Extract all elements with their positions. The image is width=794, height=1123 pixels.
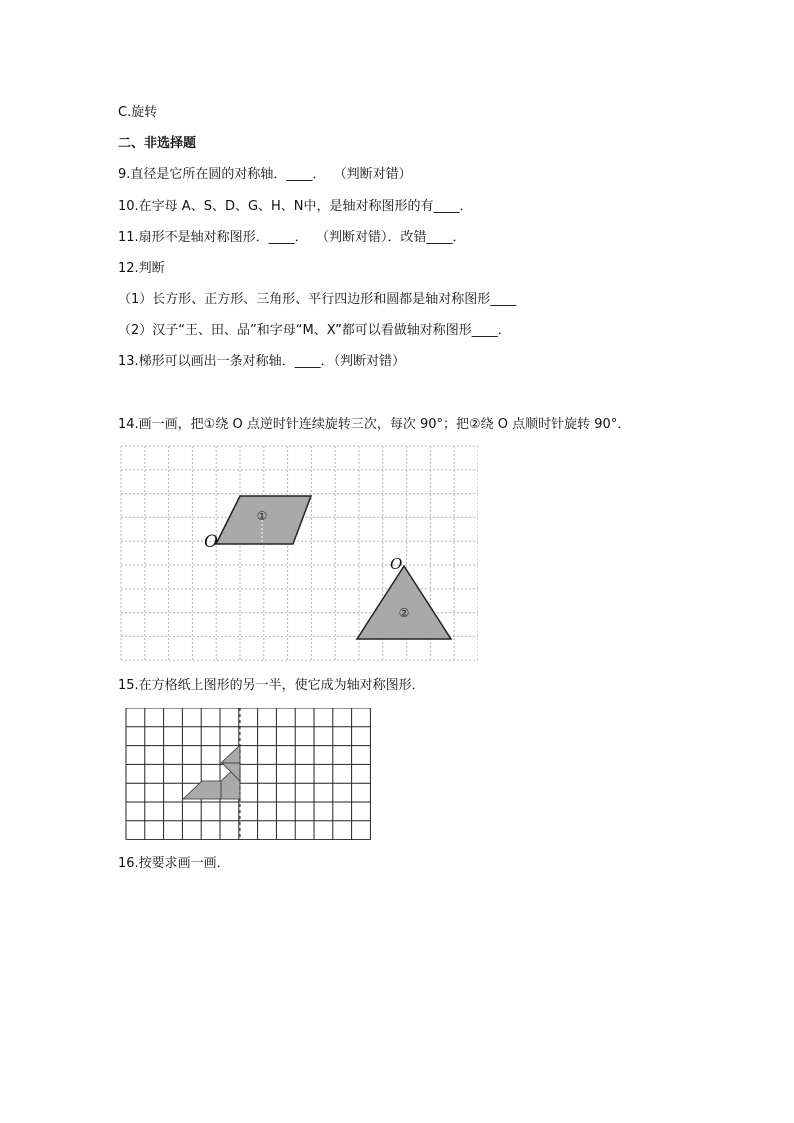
question-12-part-1: （1）长方形、正方形、三角形、平行四边形和圆都是轴对称图形____ (118, 292, 517, 307)
question-15: 15.在方格纸上图形的另一半，使它成为轴对称图形． (118, 678, 425, 693)
half-shape (183, 745, 240, 799)
solid-grid (126, 708, 370, 840)
question-12: 12.判断 (118, 261, 165, 276)
triangle-shape-2 (357, 566, 451, 639)
question-16: 16.按要求画一画． (118, 856, 230, 871)
question-11: 11.扇形不是轴对称图形．____． （判断对错）．改错____． (118, 230, 466, 245)
question-9: 9.直径是它所在圆的对称轴．____． （判断对错） (118, 167, 412, 182)
question-13: 13.梯形可以画出一条对称轴．____．（判断对错） (118, 354, 406, 369)
point-o-2: O (390, 555, 403, 573)
shape-1-label: ① (256, 509, 268, 523)
point-o-1: O (204, 532, 218, 552)
option-c: C.旋转 (118, 105, 158, 120)
question-12-part-2: （2）汉子“王、田、品”和字母“M、X”都可以看做轴对称图形____． (118, 323, 511, 338)
symmetry-grid-figure (122, 708, 374, 840)
question-10: 10.在字母 A、S、D、G、H、N中，是轴对称图形的有____． (118, 199, 473, 214)
question-14: 14.画一画，把①绕 O 点逆时针连续旋转三次，每次 90°；把②绕 O 点顺时针旋转 90°． (118, 417, 631, 432)
section-heading: 二、非选择题 (118, 136, 197, 151)
shape-2-label: ② (398, 606, 410, 620)
rotation-grid-figure (120, 444, 478, 666)
